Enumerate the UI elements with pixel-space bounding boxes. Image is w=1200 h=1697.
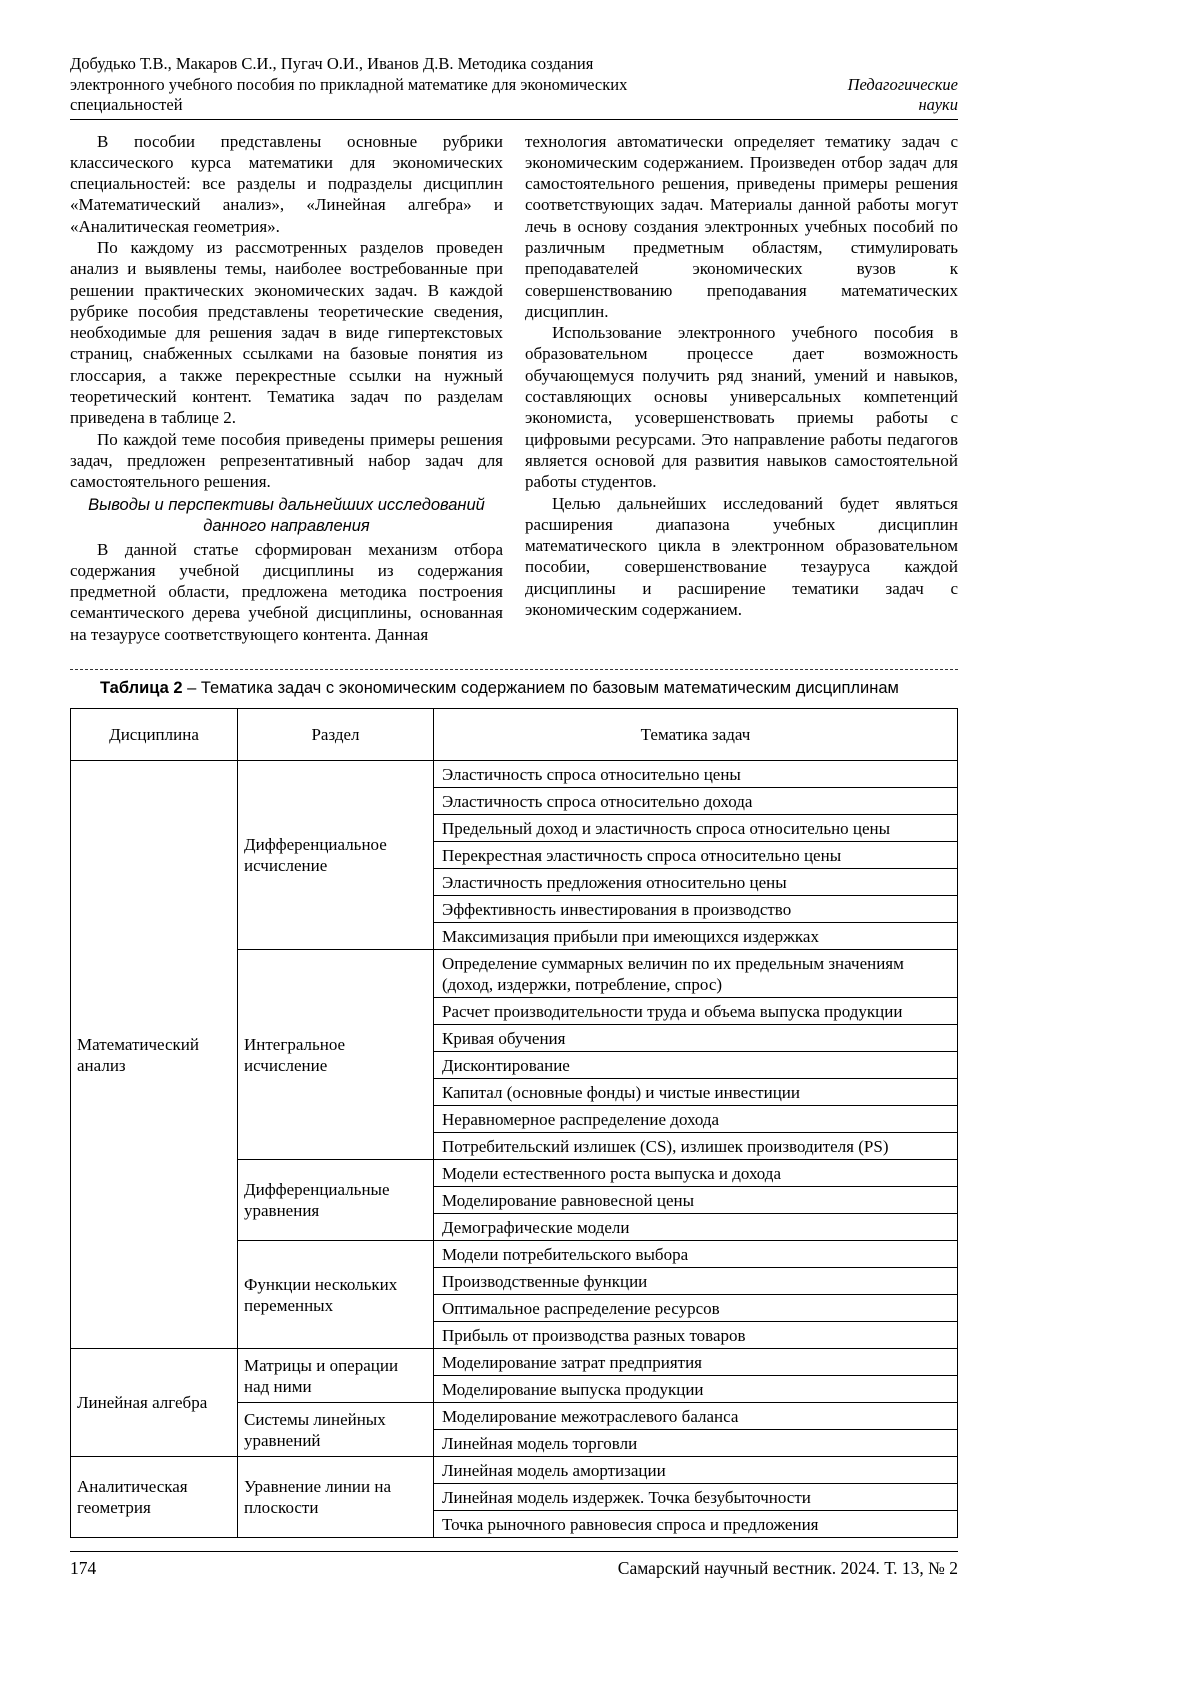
topic-cell: Кривая обучения: [434, 1025, 958, 1052]
topic-cell: Модели естественного роста выпуска и дохода: [434, 1160, 958, 1187]
topics-table-head: [71, 709, 958, 761]
paragraph: По каждой теме пособия приведены примеры решения задач, предложен репрезентативный набор задач для самостоятельного решения.: [70, 429, 503, 492]
table-caption-label: Таблица 2: [100, 679, 183, 698]
page-number: 174: [70, 1558, 97, 1579]
table-caption-text: – Тематика задач с экономическим содержанием по базовым математическим дисциплинам: [182, 679, 899, 698]
topic-cell: Точка рыночного равновесия спроса и предложения: [434, 1511, 958, 1538]
section-cell: Дифференциальные уравнения: [238, 1160, 434, 1241]
topic-cell: Максимизация прибыли при имеющихся издержках: [434, 923, 958, 950]
section-cell: Интегральное исчисление: [238, 950, 434, 1160]
running-header-line2: электронного учебного пособия по прикладной математике для экономических специальностей: [70, 74, 628, 114]
section-cell: Матрицы и операции над ними: [238, 1349, 434, 1403]
topic-cell: Эффективность инвестирования в производство: [434, 896, 958, 923]
paragraph: В пособии представлены основные рубрики классического курса математики для экономических специальностей: все разделы и подразделы дисциплин «Математический анализ», «Линейная алгебра» и «Аналитическая геометрия».: [70, 131, 503, 236]
topic-cell: Линейная модель амортизации: [434, 1457, 958, 1484]
topic-cell: Определение суммарных величин по их предельным значениям (доход, издержки, потребление, спрос): [434, 950, 958, 998]
article-body: [70, 131, 958, 646]
section-cell: Дифференциальное исчисление: [238, 761, 434, 950]
section-cell: Системы линейных уравнений: [238, 1403, 434, 1457]
discipline-cell: Аналитическая геометрия: [71, 1457, 238, 1538]
running-header: [70, 54, 958, 120]
topic-cell: Расчет производительности труда и объема выпуска продукции: [434, 998, 958, 1025]
topic-cell: Неравномерное распределение дохода: [434, 1106, 958, 1133]
topic-cell: Потребительский излишек (CS), излишек производителя (PS): [434, 1133, 958, 1160]
topic-cell: Эластичность предложения относительно цены: [434, 869, 958, 896]
section-cell: Функции нескольких переменных: [238, 1241, 434, 1349]
table-row: [71, 1457, 958, 1484]
table-row: [71, 761, 958, 788]
paragraph: Использование электронного учебного пособия в образовательном процессе дает возможность обучающемуся получить ряд знаний, умений и навыков, составляющих основы универсальных компетенций экономиста, усовершенствовать приемы работы с цифровыми ресурсами. Это направление работы педагогов является основой для развития навыков самостоятельной работы студентов.: [525, 323, 958, 492]
journal-reference: Самарский научный вестник. 2024. Т. 13, № 2: [617, 1558, 958, 1579]
topic-cell: Производственные функции: [434, 1268, 958, 1295]
left-column: [70, 131, 503, 646]
topic-cell: Перекрестная эластичность спроса относительно цены: [434, 842, 958, 869]
topics-table-body: [71, 761, 958, 1538]
dashed-separator: [70, 669, 958, 670]
topic-cell: Моделирование равновесной цены: [434, 1187, 958, 1214]
topic-cell: Прибыль от производства разных товаров: [434, 1322, 958, 1349]
topic-cell: Эластичность спроса относительно дохода: [434, 788, 958, 815]
topic-cell: Модели потребительского выбора: [434, 1241, 958, 1268]
running-header-line1: Добудько Т.В., Макаров С.И., Пугач О.И., Иванов Д.В. Методика создания: [70, 54, 594, 73]
paragraph: технология автоматически определяет тематику задач с экономическим содержанием. Произведен отбор задач для самостоятельного решения, приведены примеры решения соответствующих задач. Материалы данной работы могут лечь в основу создания электронных учебных пособий по различным предметным областям, стимулировать преподавателей экономических вузов к совершенствованию преподавания математических дисциплин.: [525, 131, 958, 321]
running-header-authors: [70, 54, 730, 116]
section-heading: Выводы и перспективы дальнейших исследований данного направления: [88, 495, 485, 535]
column-header-section: Раздел: [238, 709, 434, 761]
topic-cell: Моделирование затрат предприятия: [434, 1349, 958, 1376]
topic-cell: Моделирование межотраслевого баланса: [434, 1403, 958, 1430]
column-header-topics: Тематика задач: [434, 709, 958, 761]
topic-cell: Моделирование выпуска продукции: [434, 1376, 958, 1403]
topic-cell: Предельный доход и эластичность спроса относительно цены: [434, 815, 958, 842]
paragraph: Целью дальнейших исследований будет являться расширения диапазона учебных дисциплин математического цикла в электронном образовательном пособии, совершенствование тезауруса каждой дисциплины и расширение тематики задач с экономическим содержанием.: [525, 493, 958, 620]
table-caption: [100, 678, 958, 699]
discipline-cell: Математический анализ: [71, 761, 238, 1349]
paragraph: В данной статье сформирован механизм отбора содержания учебной дисциплины из содержания предметной области, предложена методика построения семантического дерева учебной дисциплины, основанная на тезаурусе соответствующего контента. Данная: [70, 539, 503, 644]
table-header-row: [71, 709, 958, 761]
topic-cell: Линейная модель торговли: [434, 1430, 958, 1457]
topic-cell: Демографические модели: [434, 1214, 958, 1241]
topic-cell: Дисконтирование: [434, 1052, 958, 1079]
running-header-section-line1: Педагогические: [847, 74, 958, 94]
right-column: [525, 131, 958, 646]
topics-table: [70, 708, 958, 1538]
table-row: [71, 1349, 958, 1376]
running-header-section-line2: науки: [918, 95, 958, 114]
topic-cell: Линейная модель издержек. Точка безубыточности: [434, 1484, 958, 1511]
page-footer: [70, 1551, 958, 1579]
topic-cell: Капитал (основные фонды) и чистые инвестиции: [434, 1079, 958, 1106]
topic-cell: Эластичность спроса относительно цены: [434, 761, 958, 788]
running-header-section: [848, 75, 958, 116]
column-header-discipline: Дисциплина: [71, 709, 238, 761]
topic-cell: Оптимальное распределение ресурсов: [434, 1295, 958, 1322]
paragraph: По каждому из рассмотренных разделов проведен анализ и выявлены темы, наиболее востребованные при решении практических экономических задач. В каждой рубрике пособия представлены теоретические сведения, необходимые для решения задач в виде гипертекстовых страниц, снабженных ссылками на базовые понятия из глоссария, а также перекрестные ссылки на нужный теоретический контент. Тематика задач по разделам приведена в таблице 2.: [70, 237, 503, 428]
discipline-cell: Линейная алгебра: [71, 1349, 238, 1457]
section-cell: Уравнение линии на плоскости: [238, 1457, 434, 1538]
